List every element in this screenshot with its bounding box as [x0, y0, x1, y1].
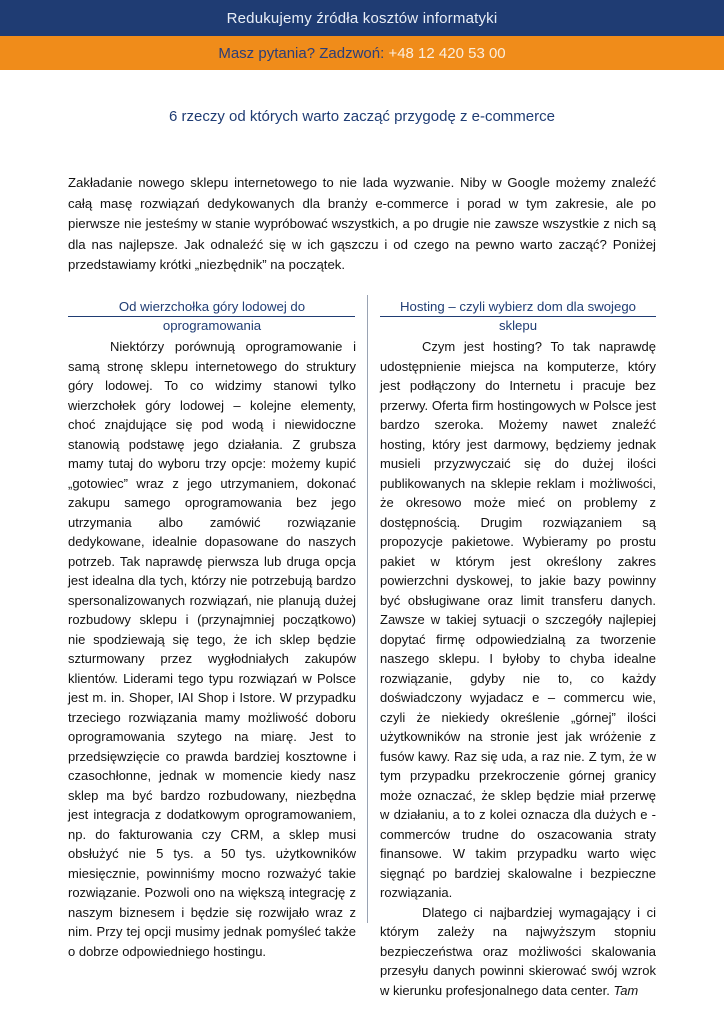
right-heading-underline [380, 316, 656, 317]
contact-banner [0, 36, 724, 70]
right-column-heading: Hosting – czyli wybierz dom dla swojego sklepu [399, 299, 636, 333]
right-column-paragraph-1: Czym jest hosting? To tak naprawdę udostępnienie miejsca na komputerze, który jest podłączony do Internetu i pracuje bez przerwy. Oferta firm hostingowych w Polsce jest bardzo szeroka. Możemy nawet znaleźć hosting, który jest darmowy, będziemy jednak musieli przyzwyczaić się do dużej ilości publikowanych na sklepie reklam i możliwości, że okresowo może mieć on problemy z dostępnością. Drugim rozwiązaniem są propozycje pakietowe. Wybieramy po prostu pakiet w którym jest określony zakres powierzchni dyskowej, to jakie bazy powinny być obsługiwane oraz limit transferu danych. Zawsze w takiej sytuacji o szczegóły najlepiej dopytać firmę odpowiedzialną za tworzenie naszego sklepu. I byłoby to chyba idealne rozwiązanie, gdyby nie to, co każdy doświadczony wyjadacz e – commercu wie, czyli że niekiedy określenie „górnej” ilości użytkowników na stronie jest jak wróżenie z fusów kawy. Raz się uda, a raz nie. Z tym, że w tym przypadku przekroczenie górnej granicy może oznaczać, że sklep będzie miał przerwę w działaniu, a to z kolei oznacza dla dużych e - commerców trudne do oszacowania straty finansowe. W takim przypadku warto więc sięgnąć po bardziej skalowalne i bezpieczne rozwiązania. [380, 339, 656, 900]
column-divider [367, 295, 368, 923]
company-tagline: Redukujemy źródła kosztów informatyki [226, 10, 498, 27]
right-column-paragraph-2 [380, 903, 656, 1001]
article-title: 6 rzeczy od których warto zacząć przygodę z e-commerce [169, 108, 555, 125]
right-column [380, 297, 656, 1000]
top-banner [0, 0, 724, 36]
right-column-paragraph-2-tail: Tam [613, 982, 639, 998]
contact-phone: +48 12 420 53 00 [388, 45, 506, 62]
left-column-paragraph: Niektórzy porównują oprogramowanie i samą stronę sklepu internetowego do struktury góry lodowej. To co widzimy stanowi tylko wierzchołek góry lodowej – kolejne elementy, choć znajdujące się pod wodą i niewidoczne stanowią podstawę jego działania. Z grubsza mamy tutaj do wyboru trzy opcje: możemy kupić „gotowiec” wraz z jego utrzymaniem, dokonać zakupu samego oprogramowania bez jego utrzymania albo zamówić rozwiązanie dedykowane, idealnie dopasowane do naszych potrzeb. Tak naprawdę pierwsza lub druga opcja jest idealna dla tych, którzy nie potrzebują bardzo spersonalizowanych rozwiązań, nie planują dużej rozbudowy sklepu i (przynajmniej początkowo) nie spodziewają się tego, że ich sklep będzie szturmowany przez wygłodniałych zakupów klientów. Liderami tego typu rozwiązań w Polsce jest m. in. Shoper, IAI Shop i Istore. W przypadku trzeciego rozwiązania mamy możliwość doboru oprogramowania szytego na miarę. Jest to przedsięwzięcie co prawda bardziej kosztowne i czasochłonne, jednak w momencie kiedy nasz sklep ma być bardzo rozbudowany, niezbędna jest integracja z dodatkowym oprogramowaniem, np. do fakturowania czy CRM, a sklep musi obsłużyć nie 5 tys. a 50 tys. użytkowników miesięcznie, powinniśmy mocno rozważyć takie rozwiązanie. Pozwoli ono na większą integrację z naszym biznesem i będzie się rozwijało wraz z nim. Przy tej opcji musimy jednak pomyśleć także o dobrze odpowiedniego hostingu. [68, 339, 356, 959]
contact-prefix: Masz pytania? Zadzwoń: [218, 45, 389, 62]
contact-line [0, 45, 724, 62]
left-column [68, 297, 356, 961]
left-heading-underline [68, 316, 355, 317]
article-intro: Zakładanie nowego sklepu internetowego to nie lada wyzwanie. Niby w Google możemy znaleźć całą masę rozwiązań dedykowanych dla branży e-commerce i porad w tym zakresie, ale po pierwsze nie jesteśmy w stanie wypróbować wszystkich, a po drugie nie zawsze wszystkie z nich są dla nas najlepsze. Jak odnaleźć się w ich gąszczu i od czego na pewno warto zacząć? Poniżej przedstawiamy krótki „niezbędnik” na początek. [68, 175, 656, 272]
right-column-paragraph-2-text: Dlatego ci najbardziej wymagający i ci którym zależy na najwyższym stopniu bezpieczeństwa oraz możliwości skalowania przesyłu danych powinni skierować swój wzrok w kierunku profesjonalnego data center. [380, 904, 656, 998]
left-column-heading: Od wierzchołka góry lodowej do oprogramowania [118, 299, 306, 333]
